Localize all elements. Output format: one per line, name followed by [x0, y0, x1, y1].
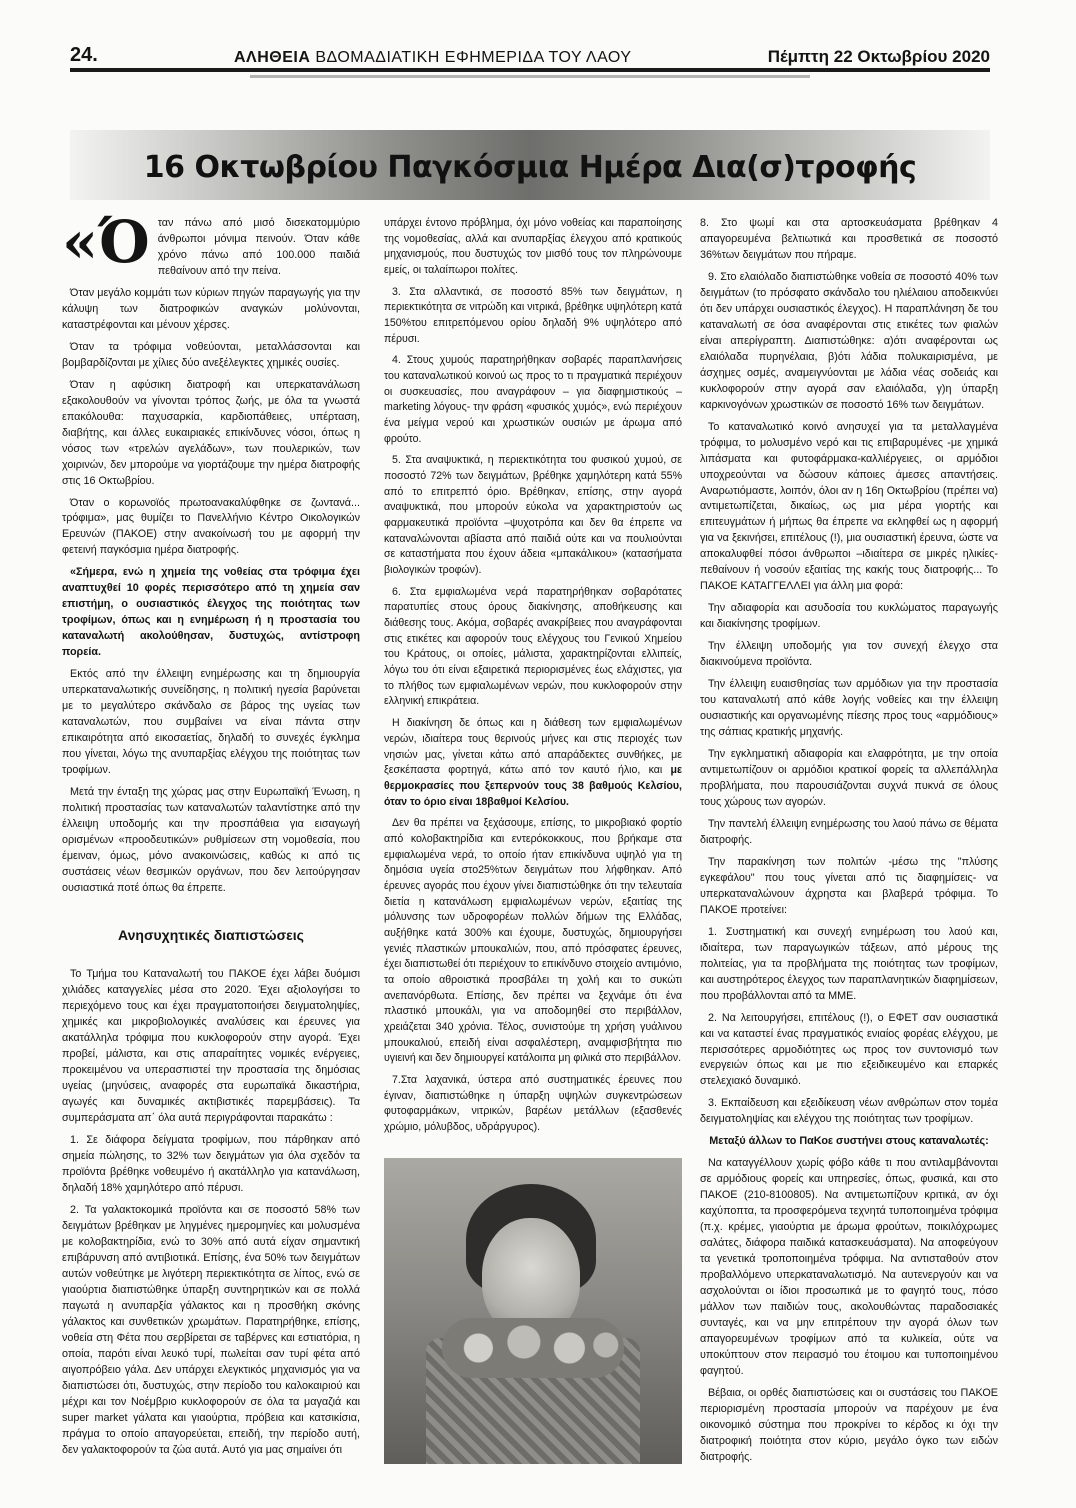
- paragraph: Την έλλειψη υποδομής για τον συνεχή έλεγχο στα διακινούμενα προϊόντα.: [700, 640, 998, 669]
- text-run: Η διακίνηση δε όπως και η διάθεση των εμφιαλωμένων νερών, ιδιαίτερα τους θερινούς μήνες και στις περιοχές των νησιών μας, γίνεται κάτω από απαράδεκτες συνθήκες, με ξεσκέπαστα φορτηγά, κάτω από τον καυτό ήλιο, και: [384, 717, 682, 777]
- paragraph: 1. Σε διάφορα δείγματα τροφίμων, που πάρθηκαν από σημεία πώλησης, το 32% των δειγμάτων για όλα σχεδόν τα προϊόντα βρέθηκε νοθευμένο ή ακατάλληλο για κατανάλωση, δηλαδή 18% χαμηλότερο από πέρυσι.: [62, 1134, 360, 1195]
- paragraph: υπάρχει έντονο πρόβλημα, όχι μόνο νοθείας και παραποίησης της νομοθεσίας, αλλά και ανυπαρξίας έλεγχου από κρατικούς μηχανισμούς, που δυστυχώς τον μισθό τους τον πληρώνουμε εμείς, οι ταλαίπωροι πολίτες.: [384, 217, 682, 277]
- paragraph: Όταν η αφύσικη διατροφή και υπερκατανάλωση εξακολουθούν να γίνονται τρόπος ζωής, με όλα τα γνωστά επακόλουθα: παχυσαρκία, καρδιοπάθειες, υπέρταση, διαβήτης, και άλλες ευκαιριακές επικίνδυνες νόσοι, όπως η νόσος των «τρελών αγελάδων», των πουλερικών, των χοιρινών, δεν μπορούμε να γιορτάζουμε την ημέρα διατροφής στις 16 Οκτωβρίου.: [62, 378, 360, 487]
- article-column-3: [700, 216, 998, 1472]
- paragraph: 3. Στα αλλαντικά, σε ποσοστό 85% των δειγμάτων, η περιεκτικότητα σε νιτρώδη και νιτρικά, βρέθηκε υψηλότερη κατά 150%του επιτρεπόμενου ορίου δηλαδή 9% υψηλότερο από πέρυσι.: [384, 285, 682, 345]
- paragraph: Την παρακίνηση των πολιτών -μέσω της "πλύσης εγκεφάλου" που τους γίνεται από τις διαφημίσεις- να υπερκαταναλώνουν άχρηστα και βλαβερά τρόφιμα. Το ΠΑΚΟΕ προτείνει:: [700, 855, 998, 916]
- paragraph-mixed: [384, 716, 682, 810]
- paper-name: ΑΛΗΘΕΙΑ: [233, 49, 311, 66]
- issue-date: Πέμπτη 22 Οκτωβρίου 2020: [767, 47, 990, 66]
- paragraph: Την έλλειψη ευαισθησίας των αρμόδιων για την προστασία του καταναλωτή από κάθε λογής νοθείες και την έλλειψη ουσιαστικής και οργανωμένης πίεσης προς τους «αρμόδιους» της σάπιας κρατικής μηχανής.: [700, 678, 998, 739]
- masthead: [70, 44, 990, 67]
- paper-subtitle: ΒΔΟΜΑΔΙΑΤΙΚΗ ΕΦΗΜΕΡΙΔΑ ΤΟΥ ΛΑΟΥ: [315, 49, 632, 66]
- bold-text-run: με θερμοκρασίες που ξεπερνούν τους 38 βαθμούς Κελσίου, όταν το όριο είναι 18βαθμοί Κελσίου.: [384, 764, 682, 808]
- paragraph: 1. Συστηματική και συνεχή ενημέρωση του λαού και, ιδιαίτερα, των παραγωγικών τάξεων, από μέρους της πολιτείας, για τα προβλήματα της ποιότητας των τροφίμων, και αυστηρότερος έλεγχος των παραπλανητικών διαφημίσεων, που προβάλλονται από τα ΜΜΕ.: [700, 925, 998, 1002]
- dropcap: «Ό: [62, 208, 150, 276]
- paragraph: Όταν τα τρόφιμα νοθεύονται, μεταλλάσσονται και βομβαρδίζονται με χίλιες δύο ανεξέλεγκτες χημικές ουσίες.: [62, 340, 360, 369]
- paragraph: Το καταναλωτικό κοινό ανησυχεί για τα μεταλλαγμένα τρόφιμα, το μολυσμένο νερό και τις επιβαρυμένες -με χημικά λιπάσματα και φυτοφάρμακα-καλλιέργειες, οι αρμόδιοι υποχρεούνται να δώσουν κάποιες άμεσες απαντήσεις. Αναρωτιόμαστε, λοιπόν, όλοι αν η 16η Οκτωβρίου (πρέπει να) αντιμετωπίζεται, δικαίως, ως μια μέρα γιορτής και επιτευγμάτων ή μήπως θα έπρεπε να εκληφθεί ως η αφορμή για να ξεκινήσει, επιτέλους (!), μια ουσιαστική έρευνα, ώστε να αποκαλυφθεί πόσοι άνθρωποι –ιδιαίτερα σε μικρές ηλικίες-πεθαίνουν ή νοσούν εξαιτίας της κακής τους διατροφής... Το ΠΑΚΟΕ ΚΑΤΑΓΓΕΛΛΕΙ για άλλη μια φορά:: [700, 420, 998, 593]
- paragraph: Την παντελή έλλειψη ενημέρωσης του λαού πάνω σε θέματα διατροφής.: [700, 817, 998, 846]
- paragraph: 8. Στο ψωμί και στα αρτοσκευάσματα βρέθηκαν 4 απαγορευμένα βελτιωτικά και προσθετικά σε ποσοστό 36%των δειγμάτων που πήραμε.: [700, 217, 998, 261]
- paragraph: 2. Τα γαλακτοκομικά προϊόντα και σε ποσοστό 58% των δειγμάτων βρέθηκαν με ληγμένες ημερομηνίες και μολυσμένα με κολοβακτηρίδια, ενώ το 30% από αυτά είχαν σημαντική επιβάρυνση από αντιβιοτικά. Επίσης, ένα 50% των δειγμάτων αυτών νοθεύτηκε με λιγότερη περιεκτικότητα σε λίπος, ενώ σε γιαούρτια διαπιστώθηκε ύπαρξη συντηρητικών και σε πολλά παγωτά η ανυπαρξία γάλακτος και η προσθήκη σκόνης γάλακτος και συνθετικών χρωμάτων. Παρατηρήθηκε, επίσης, νοθεία στη Φέτα που σερβίρεται σε ταβέρνες και εστιατόρια, η οποία, παρότι είναι λευκό τυρί, πωλείται σαν τυρί φέτα από αιγοπρόβειο γάλα. Δεν υπάρχει ελεγκτικός μηχανισμός για να διαπιστώσει ότι, δυστυχώς, στην περίοδο του καλοκαιριού και μέχρι και τον Νοέμβριο κυκλοφορούν σε όλα τα μαγαζιά και super market γάλατα και γιαούρτια, πρόβεια και κατσικίσια, πράγμα το οποίο απαγορεύεται, επειδή, την περίοδο αυτή, δεν γαλακτοφορούν τα ζώα αυτά. Αυτό για μας σημαίνει ότι: [62, 1204, 360, 1456]
- paragraph: 3. Εκπαίδευση και εξειδίκευση νέων ανθρώπων στον τομέα δειγματοληψίας και ελέγχου της ποιότητας των τροφίμων.: [700, 1097, 998, 1126]
- paragraph: 6. Στα εμφιαλωμένα νερά παρατηρήθηκαν σοβαρότατες παρατυπίες στους όρους διακίνησης, αποθήκευσης και διάθεσης τους. Ακόμα, σοβαρές ανακρίβειες που αναγράφονται στις ετικέτες και αφορούν τους ελέγχους του Γενικού Χημείου του Κράτους, οι οποίες, μάλιστα, χαρακτηρίζονται ελλιπείς, λόγω του ότι είναι εξαιρετικά περιορισμένες έως ελάχιστες, για το πλήθος των εμφιαλωμένων νερών, που κυκλοφορούν στην ελληνική επικράτεια.: [384, 585, 682, 708]
- paragraph: Μετά την ένταξη της χώρας μας στην Ευρωπαϊκή Ένωση, η πολιτική προστασίας των καταναλωτών ταλαντίστηκε από την έλλειψη υποδομής και την προσπάθεια για εισαγωγή ορισμένων «προοδευτικών» ρυθμίσεων στη νομοθεσία, που έμειναν, όμως, μόνο ανακοινώσεις, καθώς κι από τις συστάσεις νέων θεσμικών οργάνων, που δεν λειτούργησαν ουσιαστικά ποτέ όπως θα έπρεπε.: [62, 785, 360, 894]
- paragraph: Όταν μεγάλο κομμάτι των κύριων πηγών παραγωγής για την κάλυψη των διατροφικών αναγκών μολύνονται, καταστρέφονται και μένουν χέρσες.: [62, 286, 360, 331]
- paragraph: Την αδιαφορία και ασυδοσία του κυκλώματος παραγωγής και διακίνησης τροφίμων.: [700, 602, 998, 631]
- headline-banner: [70, 130, 990, 200]
- subheading: Ανησυχητικές διαπιστώσεις: [118, 926, 304, 943]
- bold-quote-paragraph: «Σήμερα, ενώ η χημεία της νοθείας στα τρόφιμα έχει αναπτυχθεί 10 φορές περισσότερο από τη χημεία σαν επιστήμη, ο ουσιαστικός έλεγχος της ποιότητας των τροφίμων, όπως και η ενημέρωση ή η προστασία του καταναλωτή ακολούθησαν, δυστυχώς, αντίστροφη πορεία.: [62, 566, 360, 659]
- paragraph: Να καταγγέλλουν χωρίς φόβο κάθε τι που αντιλαμβάνονται σε αρμόδιους φορείς και υπηρεσίες, όπως, φυσικά, και στο ΠΑΚΟΕ (210-8100805). Να αντιμετωπίζουν κριτικά, αν όχι καχύποπτα, τα προσφερόμενα τεχνητά τυποποιημένα τρόφιμα (π.χ. κρέμες, γιαούρτια με άρωμα φρούτων, ποικιλόχρωμες σαλάτες, διάφορα παιδικά κατασκευάσματα). Να αποφεύγουν τα γενετικά τροποποιημένα τρόφιμα. Να αντισταθούν στον προβαλλόμενο υπερκαταναλωτισμό. Να αυτενεργούν και να ασχολούνται οι ίδιοι προσωπικά με το φαγητό τους, πόσο μάλλον των παιδιών τους, ακολουθώντας παραδοσιακές συνταγές, και να μην επιτρέπουν την αγορά όλων των απαγορευμένων τροφίμων από τα κυλικεία, ούτε να υποκύπτουν στον πειρασμό του έτοιμου και τυποποιημένου φαγητού.: [700, 1157, 998, 1377]
- paper-name-line: [234, 49, 632, 67]
- paragraph: 5. Στα αναψυκτικά, η περιεκτικότητα του φυσικού χυμού, σε ποσοστό 72% των δειγμάτων, βρέθηκε χαμηλότερη κατά 55% από το επιτρεπτό όριο. Βρέθηκαν, επίσης, στην αγορά αναψυκτικά, που μπορούν εύκολα να χαρακτηριστούν ως φαρμακευτικά προϊόντα –ψυχοτρόπα και δεν θα έπρεπε να καταναλώνονται αβίαστα από παιδιά ούτε και να πουλιούνται σε καταστήματα που έχουν άδεια «μπακάλικου» (κατασήματα βιολογικών τροφών).: [384, 454, 682, 577]
- article-column-1: [62, 208, 360, 1465]
- article-title: 16 Οκτωβρίου Παγκόσμια Ημέρα Δια(σ)τροφής: [143, 150, 917, 185]
- page-number: 24.: [70, 44, 98, 66]
- masthead-rule: [70, 68, 990, 72]
- paragraph: Δεν θα πρέπει να ξεχάσουμε, επίσης, το μικροβιακό φορτίο από κολοβακτηρίδια και εντερόκοκκους, που βρήκαμε στα εμφιαλωμένα νερά, το οποίο ήταν επικίνδυνα υψηλό για τη δημόσια υγεία στο25%των δειγμάτων που λήφθηκαν. Από έρευνες αγοράς που έχουν γίνει διαπιστώθηκε ότι την τελευταία διετία η κατανάλωση εμφιαλωμένων νερών, εξαιτίας της μόλυνσης των υδροφορέων πολλών δήμων της Ελλάδας, αυξήθηκε κατά 300% και έχουμε, δυστυχώς, δημιουργήσει γενιές πλαστικών μπουκαλιών, που, από πρόσφατες έρευνες, έχει διαπιστωθεί ότι περιέχουν το επικίνδυνο στοιχείο αντιμόνιο, τα οποίο αθροιστικά προσβάλει τη χολή και το συκώτι ανεπανόρθωτα. Επίσης, δεν πρέπει να ξεχνάμε ότι ένα πλαστικό μπουκάλι, για να αποδομηθεί στο περιβάλλον, χρειάζεται 340 χρόνια. Τέλος, συνιστούμε τη χρήση γυάλινου μπουκαλιού, επειδή είναι ασφαλέστερη, αναμφισβήτητα πιο υγιεινή και δεν δημιουργεί κατάλοιπα μη φιλικά στο περιβάλλον.: [384, 817, 682, 1065]
- masthead-rule-secondary: [250, 75, 810, 78]
- paragraph: 7.Στα λαχανικά, ύστερα από συστηματικές έρευνες που έγιναν, διαπιστώθηκε η ύπαρξη υψηλών συγκεντρώσεων φυτοφαρμάκων, νιτρικών, βαρέων μετάλλων (εξασθενές χρώμιο, μόλυβδος, υδράργυρος).: [384, 1073, 682, 1133]
- paragraph: 4. Στους χυμούς παρατηρήθηκαν σοβαρές παραπλανήσεις του καταναλωτικού κοινού ως προς το τι πραγματικά περιέχουν οι συσκευασίες, που αναγράφουν – για διαφημιστικούς – marketing λόγους- την φράση «φυσικός χυμός», ενώ περιέχουν ένα μείγμα νερού και χρωστικών ουσιών με άρωμα από φρούτο.: [384, 354, 682, 445]
- paragraph: ταν πάνω από μισό δισεκατομμύριο άνθρωποι μόνιμα πεινούν. Όταν κάθε χρόνο πάνω από 100.000 παιδιά πεθαίνουν από την πείνα.: [157, 217, 360, 277]
- paragraph: Εκτός από την έλλειψη ενημέρωσης και τη δημιουργία υπερκαταναλωτικής συνείδησης, η πολιτική ηγεσία βαρύνεται με το μεγαλύτερο σκάνδαλο σε βάρος της υγείας των καταναλωτών, που συμβαίνει να είναι πάντα στην επικαιρότητα από εικοσαετίας, δηλαδή το συνεχές έγκλημα που γίνεται, λόγω της ανυπαρξίας ελέγχου της ποιότητας των τροφίμων.: [62, 668, 360, 776]
- article-column-2: [384, 216, 682, 1464]
- paragraph: 9. Στο ελαιόλαδο διαπιστώθηκε νοθεία σε ποσοστό 40% των δειγμάτων (το πρόσφατο σκάνδαλο του ηλιέλαιου αποδεικνύει ότι δεν υπάρχει ουσιαστικός έλεγχος). Η παραπλάνηση δε του καταναλωτή σε όσα αναφέρονται στις ετικέτες των φιαλών είναι απερίγραπτη. Διαπιστώθηκε: α)ότι αναφέρονται ως ελαιόλαδα πυρηνέλαια, β)ότι λάδια πολυκαιρισμένα, με άσχημες οσμές, αναμειγνύονται με λάδια νέας σοδειάς και κυκλοφορούν στην αγορά σαν ελαιόλαδα, γ)η ύπαρξη καρκινογόνων χρωστικών σε ποσοστό 16% των δειγμάτων.: [700, 270, 998, 411]
- photo-fruit-shape: [442, 1318, 624, 1378]
- paragraph: Την εγκληματική αδιαφορία και ελαφρότητα, με την οποία αντιμετωπίζουν οι αρμόδιοι κρατικοί φορείς τα αλλεπάλληλα προβλήματα, που παρουσιάζονται συχνά πυκνά σε όλους τους χώρους των αγορών.: [700, 748, 998, 808]
- paragraph: Βέβαια, οι ορθές διαπιστώσεις και οι συστάσεις του ΠΑΚΟΕ περιορισμένη προστασία μπορούν να παρέχουν με ένα οικονομικό σύστημα που προκρίνει το κέρδος κι όχι την διατροφική ποιότητα στον κύριο, μεγάλο όγκο των ειδών διατροφής.: [700, 1386, 998, 1463]
- article-photo: [384, 1158, 682, 1464]
- intro-paragraph: [62, 208, 360, 280]
- paragraph: Όταν ο κορωνοϊός πρωτοανακαλύφθηκε σε ζωντανά... τρόφιμα», μας θυμίζει το Πανελλήνιο Κέντρο Οικολογικών Ερευνών (ΠΑΚΟΕ) στην ανακοίνωσή του με αφορμή την φετεινή παγκόσμια ημέρα διατροφής.: [62, 496, 360, 557]
- paragraph: 2. Να λειτουργήσει, επιτέλους (!), ο ΕΦΕΤ σαν ουσιαστικά και να καταστεί ένας πραγματικός ενιαίος φορέας ελέγχου, με περισσότερες αρμοδιότητες ως προς τον συντονισμό των ενεργειών όπως και με πιο εξειδικευμένο και επαρκές στελεχιακό δυναμικό.: [700, 1011, 998, 1088]
- paragraph: Το Τμήμα του Καταναλωτή του ΠΑΚΟΕ έχει λάβει δυόμισι χιλιάδες καταγγελίες μέσα στο 2020. Έχει αξιολογήσει το περιεχόμενο τους και έχει πραγματοποιήσει δειγματοληψίες, χημικές και μικροβιολογικές αναλύσεις και έρευνες για ακατάλληλα τρόφιμα που κυκλοφορούν στην αγορά. Έχει προβεί, μάλιστα, και στις απαραίτητες νομικές ενέργειες, προκειμένου να υπερασπιστεί την προστασία της δημόσιας υγείας (μηνύσεις, αναφορές στα ευρωπαϊκά δικαστήρια, αγωγές και δυναμικές ακτιβιστικές παρεμβάσεις). Τα συμπεράσματα απ΄ όλα αυτά περιγράφονται παρακάτω :: [62, 968, 360, 1125]
- bold-subheading: Μεταξύ άλλων το ΠαΚοε συστήνει στους καταναλωτές:: [709, 1135, 989, 1148]
